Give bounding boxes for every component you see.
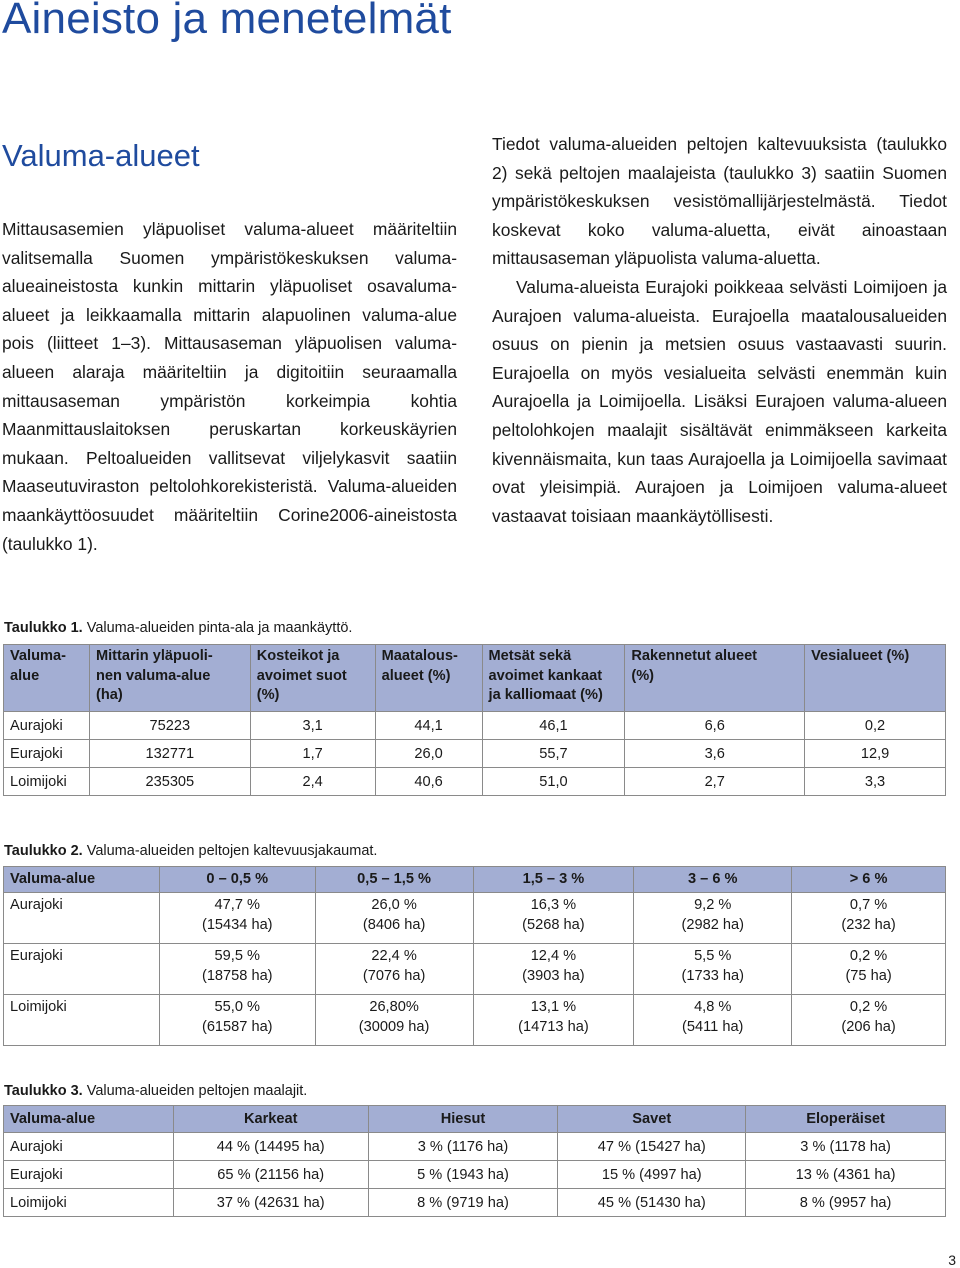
table1-cell-1-3: 26,0: [375, 740, 482, 768]
table3-header-2: Hiesut: [368, 1106, 558, 1133]
table3-cell-1-0: Eurajoki: [4, 1161, 174, 1189]
table1-cell-1-1: 132771: [89, 740, 250, 768]
table1-cell-0-5: 6,6: [625, 712, 805, 740]
table3-cell-1-4: 13 % (4361 ha): [746, 1161, 946, 1189]
table-row: [4, 1189, 946, 1217]
table3-header-row: [4, 1106, 946, 1133]
table2-cell-0-5: 0,7 % (232 ha): [792, 893, 946, 944]
table3-cell-2-0: Loimijoki: [4, 1189, 174, 1217]
table2-cell-1-1: 59,5 % (18758 ha): [159, 944, 315, 995]
table1-header-1: Mittarin yläpuoli- nen valuma-alue (ha): [89, 645, 250, 712]
table3-header-4: Eloperäiset: [746, 1106, 946, 1133]
table-row: [4, 1161, 946, 1189]
table1-cell-2-3: 40,6: [375, 768, 482, 796]
table1-cell-1-5: 3,6: [625, 740, 805, 768]
table1-cell-0-0: Aurajoki: [4, 712, 90, 740]
table1-cell-2-5: 2,7: [625, 768, 805, 796]
table-row: [4, 1133, 946, 1161]
table-row: [4, 712, 946, 740]
table2-cell-1-4: 5,5 % (1733 ha): [634, 944, 792, 995]
table1-body: [4, 712, 946, 796]
table1-cell-0-6: 0,2: [805, 712, 946, 740]
table2-header-5: > 6 %: [792, 867, 946, 893]
table3-body: [4, 1133, 946, 1217]
table1-cell-2-0: Loimijoki: [4, 768, 90, 796]
table1-cell-2-4: 51,0: [482, 768, 625, 796]
table2-cell-0-3: 16,3 % (5268 ha): [473, 893, 634, 944]
table2-header-1: 0 – 0,5 %: [159, 867, 315, 893]
table1-cell-2-2: 2,4: [250, 768, 375, 796]
table3-cell-0-3: 47 % (15427 ha): [558, 1133, 746, 1161]
table2-cell-2-0: Loimijoki: [4, 995, 160, 1046]
table3-cell-0-2: 3 % (1176 ha): [368, 1133, 558, 1161]
right-column: [492, 130, 947, 530]
table1-header-3: Maatalous- alueet (%): [375, 645, 482, 712]
table2-cell-2-4: 4,8 % (5411 ha): [634, 995, 792, 1046]
table1-header-6: Vesialueet (%): [805, 645, 946, 712]
table1-header-row: [4, 645, 946, 712]
table1-cell-0-4: 46,1: [482, 712, 625, 740]
table1-header-5: Rakennetut alueet (%): [625, 645, 805, 712]
table2-cell-0-2: 26,0 % (8406 ha): [315, 893, 473, 944]
table-row: [4, 740, 946, 768]
table2-cell-1-5: 0,2 % (75 ha): [792, 944, 946, 995]
table2-header-row: [4, 867, 946, 893]
table1: [3, 644, 946, 796]
table-row: [4, 944, 946, 995]
table1-cell-0-3: 44,1: [375, 712, 482, 740]
table2-header-0: Valuma-alue: [4, 867, 160, 893]
table-row: [4, 995, 946, 1046]
table3-caption-label: Taulukko 3.: [4, 1083, 83, 1099]
table3-cell-1-1: 65 % (21156 ha): [173, 1161, 368, 1189]
table2-cell-2-3: 13,1 % (14713 ha): [473, 995, 634, 1046]
table1-cell-2-6: 3,3: [805, 768, 946, 796]
table2-cell-1-2: 22,4 % (7076 ha): [315, 944, 473, 995]
table1-header-2: Kosteikot ja avoimet suot (%): [250, 645, 375, 712]
page-number: 3: [948, 1252, 956, 1268]
table2-cell-0-0: Aurajoki: [4, 893, 160, 944]
section-title: Valuma-alueet: [2, 138, 200, 173]
left-column: [2, 215, 457, 558]
table2-cell-0-1: 47,7 % (15434 ha): [159, 893, 315, 944]
table2-cell-2-5: 0,2 % (206 ha): [792, 995, 946, 1046]
table3-header-1: Karkeat: [173, 1106, 368, 1133]
table2-cell-1-3: 12,4 % (3903 ha): [473, 944, 634, 995]
table2-cell-2-1: 55,0 % (61587 ha): [159, 995, 315, 1046]
table3-cell-2-1: 37 % (42631 ha): [173, 1189, 368, 1217]
table3-caption-text: Valuma-alueiden peltojen maalajit.: [82, 1083, 308, 1099]
table1-caption: [4, 620, 352, 636]
table3-cell-0-0: Aurajoki: [4, 1133, 174, 1161]
table3-cell-1-3: 15 % (4997 ha): [558, 1161, 746, 1189]
right-paragraph-2: Valuma-alueista Eurajoki poikkeaa selvästi Loimijoen ja Aurajoen valuma-alueista. Eurajoella maatalousalueiden osuus on pienin ja metsien osuus vastaavasti suurin. Eurajoella on myös vesialueita selvästi enemmän kuin Aurajoella ja Loimijoella. Lisäksi Eurajoen valuma-alueen peltolohkojen maalajit sisältävät enimmäkseen karkeita kivennäismaita, kun taas Aurajoella ja Loimijoella savimaat ovat yleisimpiä. Aurajoen ja Loimijoen valuma-alueet vastaavat toisiaan maankäytöllisesti.: [492, 276, 947, 526]
table3-cell-0-1: 44 % (14495 ha): [173, 1133, 368, 1161]
left-paragraph-1: Mittausasemien yläpuoliset valuma-alueet määriteltiin valitsemalla Suomen ympäristökeskuksen valuma-alueaineistosta kunkin mittarin yläpuoliset osavaluma-alueet ja leikkaamalla mittarin alapuolinen valuma-alue pois (liitteet 1–3). Mittausaseman yläpuolisen valuma-alueen alaraja määriteltiin ja digitoitiin seuraamalla mittausaseman ympäristön korkeimpia kohtia Maanmittauslaitoksen peruskartan korkeuskäyrien mukaan. Peltoalueiden vallitsevat viljelykasvit saatiin Maaseutuviraston peltolohkorekisteristä. Valuma-alueiden maankäyttöosuudet määriteltiin Corine2006-aineistosta (taulukko 1).: [2, 219, 457, 554]
table1-caption-label: Taulukko 1.: [4, 620, 83, 636]
table2-caption-label: Taulukko 2.: [4, 843, 83, 859]
table2-cell-1-0: Eurajoki: [4, 944, 160, 995]
table3-caption: [4, 1083, 307, 1099]
table3-cell-0-4: 3 % (1178 ha): [746, 1133, 946, 1161]
table2-caption: [4, 843, 377, 859]
table3-cell-2-2: 8 % (9719 ha): [368, 1189, 558, 1217]
table2-header-2: 0,5 – 1,5 %: [315, 867, 473, 893]
table3-cell-2-4: 8 % (9957 ha): [746, 1189, 946, 1217]
table2-body: [4, 893, 946, 1046]
table1-caption-text: Valuma-alueiden pinta-ala ja maankäyttö.: [82, 620, 353, 636]
right-paragraph-1: Tiedot valuma-alueiden peltojen kaltevuuksista (taulukko 2) sekä peltojen maalajeista (taulukko 3) saatiin Suomen ympäristökeskuksen vesistömallijärjestelmästä. Tiedot koskevat koko valuma-aluetta, eivät ainoastaan mittausaseman yläpuolista valuma-aluetta.: [492, 134, 947, 269]
table1-cell-0-1: 75223: [89, 712, 250, 740]
table2: [3, 866, 946, 1046]
table1-header-4: Metsät sekä avoimet kankaat ja kalliomaat (%): [482, 645, 625, 712]
table3: [3, 1105, 946, 1217]
table1-cell-0-2: 3,1: [250, 712, 375, 740]
table1-cell-1-2: 1,7: [250, 740, 375, 768]
table3-header-0: Valuma-alue: [4, 1106, 174, 1133]
table2-cell-2-2: 26,80% (30009 ha): [315, 995, 473, 1046]
table2-caption-text: Valuma-alueiden peltojen kaltevuusjakaumat.: [82, 843, 378, 859]
table2-header-3: 1,5 – 3 %: [473, 867, 634, 893]
table3-header-3: Savet: [558, 1106, 746, 1133]
table2-header-4: 3 – 6 %: [634, 867, 792, 893]
table1-header-0: Valuma- alue: [4, 645, 90, 712]
table-row: [4, 893, 946, 944]
table3-cell-2-3: 45 % (51430 ha): [558, 1189, 746, 1217]
page-title: Aineisto ja menetelmät: [2, 0, 452, 43]
table1-cell-2-1: 235305: [89, 768, 250, 796]
table2-cell-0-4: 9,2 % (2982 ha): [634, 893, 792, 944]
table3-cell-1-2: 5 % (1943 ha): [368, 1161, 558, 1189]
table1-cell-1-4: 55,7: [482, 740, 625, 768]
table1-cell-1-0: Eurajoki: [4, 740, 90, 768]
table1-cell-1-6: 12,9: [805, 740, 946, 768]
table-row: [4, 768, 946, 796]
